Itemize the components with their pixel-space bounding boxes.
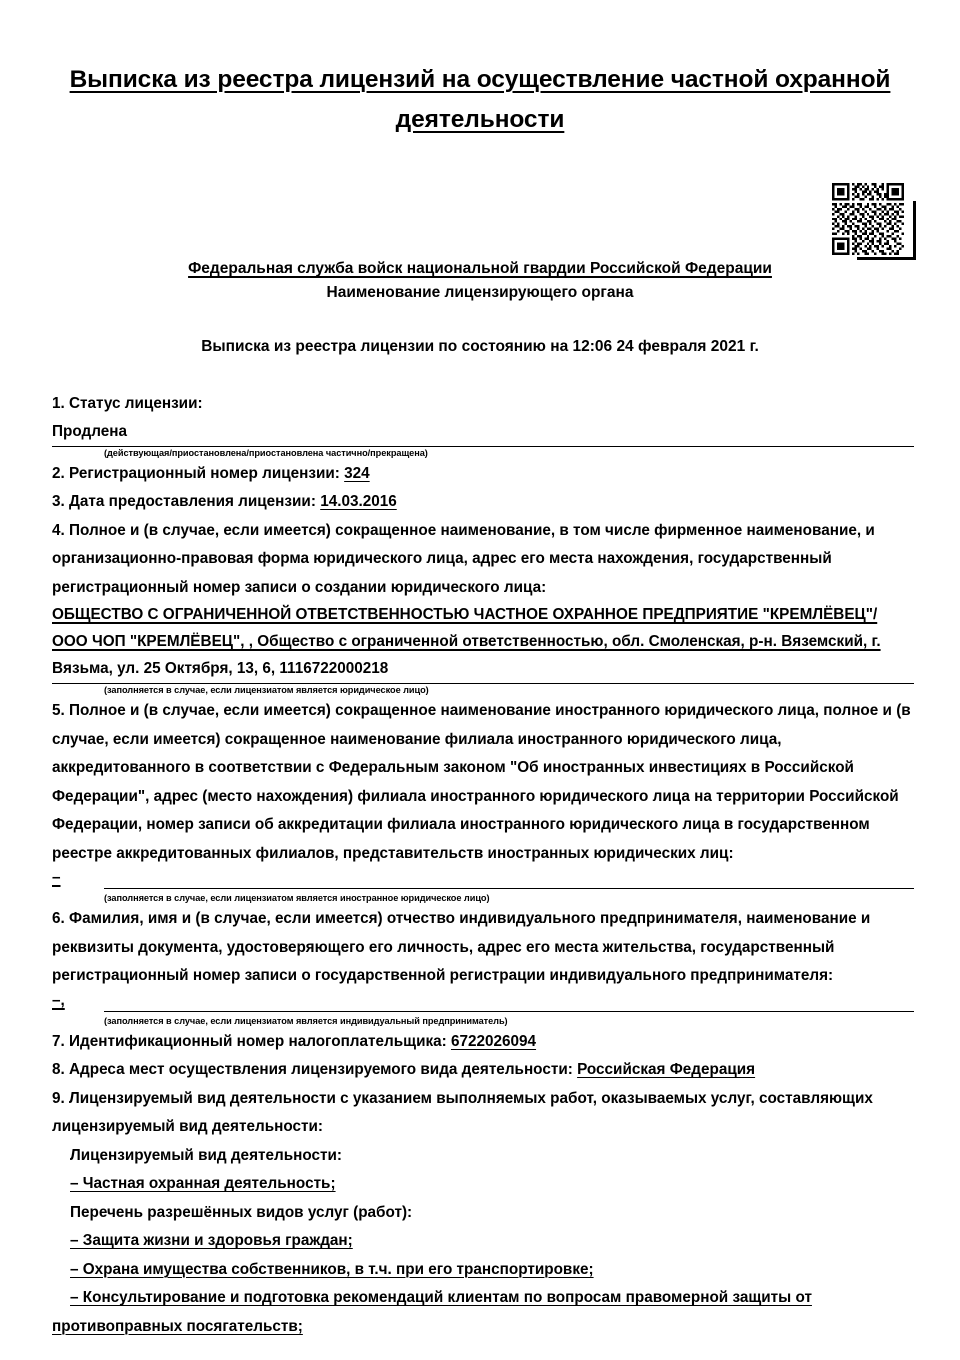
section-8-label: 8. Адреса мест осуществления лицензируемого вида деятельности: <box>52 1061 578 1078</box>
section-1-value: Продлена <box>52 419 914 447</box>
section-4-value-line-2 <box>52 629 914 656</box>
licensing-authority-name: Федеральная служба войск национальной гвардии Российской Федерации <box>188 260 772 277</box>
section-7-value: 6722026094 <box>450 1032 537 1050</box>
section-9-activity-item <box>70 1170 914 1199</box>
section-9-service-item-3-cont <box>52 1313 914 1342</box>
licensing-authority-caption: Наименование лицензирующего органа <box>326 284 634 301</box>
section-4-value-text-2: ООО ЧОП "КРЕМЛЁВЕЦ", , Общество с ограниченной ответственностью, обл. Смоленская, р-н. Вяземский, г. <box>52 633 881 650</box>
section-9-services-head: Перечень разрешённых видов услуг (работ): <box>70 1203 413 1221</box>
section-9-service-item-3-text: – Консультирование и подготовка рекомендаций клиентам по вопросам правомерной защиты от <box>70 1289 812 1306</box>
section-7-label: 7. Идентификационный номер налогоплательщика: <box>52 1032 451 1050</box>
section-2-label: 2. Регистрационный номер лицензии: <box>52 464 345 482</box>
section-5-label: 5. Полное и (в случае, если имеется) сокращенное наименование иностранного юридического лица, полное и (в случае, если имеется) сокращенное наименование филиала иностранного юридического лица, аккредитованного в соответствии с Федеральным законом "Об иностранных инвестициях в Российской Федерации", адрес (место нахождения) филиала иностранного юридического лица на территории Российской Федерации, номер записи об аккредитации филиала иностранного юридического лица в государственном реестре аккредитованных филиалов, представительств иностранных юридических лиц: <box>52 702 911 862</box>
section-4-hint: (заполняется в случае, если лицензиатом является юридическое лицо) <box>104 685 429 695</box>
page-title <box>0 0 960 140</box>
extract-timestamp-line: Выписка из реестра лицензии по состоянию на 12:06 24 февраля 2021 г. <box>201 338 759 355</box>
section-9-service-item-2 <box>70 1256 914 1285</box>
section-9-activity-head: Лицензируемый вид деятельности: <box>70 1146 342 1164</box>
section-2-value: 324 <box>344 464 370 482</box>
section-9-service-item-2-text: – Охрана имущества собственников, в т.ч. при его транспортировке; <box>70 1260 594 1278</box>
section-9-service-item-3 <box>70 1284 914 1313</box>
section-3-value: 14.03.2016 <box>320 493 397 510</box>
section-1-label: 1. Статус лицензии: <box>52 395 203 412</box>
section-5-value-dash: – <box>52 869 61 886</box>
section-9-service-item-1 <box>70 1227 914 1256</box>
section-5-value <box>52 868 914 892</box>
section-8-row <box>52 1056 914 1085</box>
section-5-hint: (заполняется в случае, если лицензиатом является иностранное юридическое лицо) <box>104 893 490 903</box>
section-2-row <box>52 460 914 489</box>
section-1-hint: (действующая/приостановлена/приостановлена частично/прекращена) <box>104 447 428 458</box>
section-9-service-item-1-text: – Защита жизни и здоровья граждан; <box>70 1232 353 1249</box>
section-6-value-dash: –, <box>52 991 65 1009</box>
document-body <box>52 390 914 1341</box>
page-title-text: Выписка из реестра лицензий на осуществление частной охранной деятельности <box>69 66 891 133</box>
section-5-value-rule <box>104 888 914 889</box>
section-9-service-item-3-cont-text: противоправных посягательств; <box>52 1317 303 1335</box>
section-6-hint: (заполняется в случае, если лицензиатом является индивидуальный предприниматель) <box>104 1015 508 1026</box>
section-3-label: 3. Дата предоставления лицензии: <box>52 493 321 510</box>
section-3-row <box>52 488 914 517</box>
section-6-label: 6. Фамилия, имя и (в случае, если имеется) отчество индивидуального предпринимателя, наименование и реквизиты документа, удостоверяющего его личность, адрес его места жительства, государственный регистрационный номер записи о государственной регистрации индивидуального предпринимателя: <box>52 910 871 984</box>
section-4-value-line-3: Вязьма, ул. 25 Октября, 13, 6, 1116722000218 <box>52 656 914 684</box>
section-4-label: 4. Полное и (в случае, если имеется) сокращенное наименование, в том числе фирменное наименование, и организационно-правовая форма юридического лица, адрес его места нахождения, государственный регистрационный номер записи о создании юридического лица: <box>52 521 875 596</box>
qr-corner-bracket <box>857 201 916 260</box>
section-9-label: 9. Лицензируемый вид деятельности с указанием выполняемых работ, оказываемых услуг, составляющих лицензируемый вид деятельности: <box>52 1089 873 1135</box>
section-7-row <box>52 1028 914 1057</box>
section-6-value <box>52 991 914 1015</box>
section-4-value-line-1 <box>52 602 914 629</box>
section-4-value-text-1: ОБЩЕСТВО С ОГРАНИЧЕННОЙ ОТВЕТСТВЕННОСТЬЮ ЧАСТНОЕ ОХРАННОЕ ПРЕДПРИЯТИЕ "КРЕМЛЁВЕЦ"/ <box>52 606 878 623</box>
licensing-authority-block <box>62 258 898 305</box>
qr-code-icon <box>832 183 918 269</box>
section-6-value-rule <box>104 1011 914 1012</box>
section-8-value: Российская Федерация <box>577 1061 756 1078</box>
section-9-activity-item-text: – Частная охранная деятельность; <box>70 1175 336 1192</box>
